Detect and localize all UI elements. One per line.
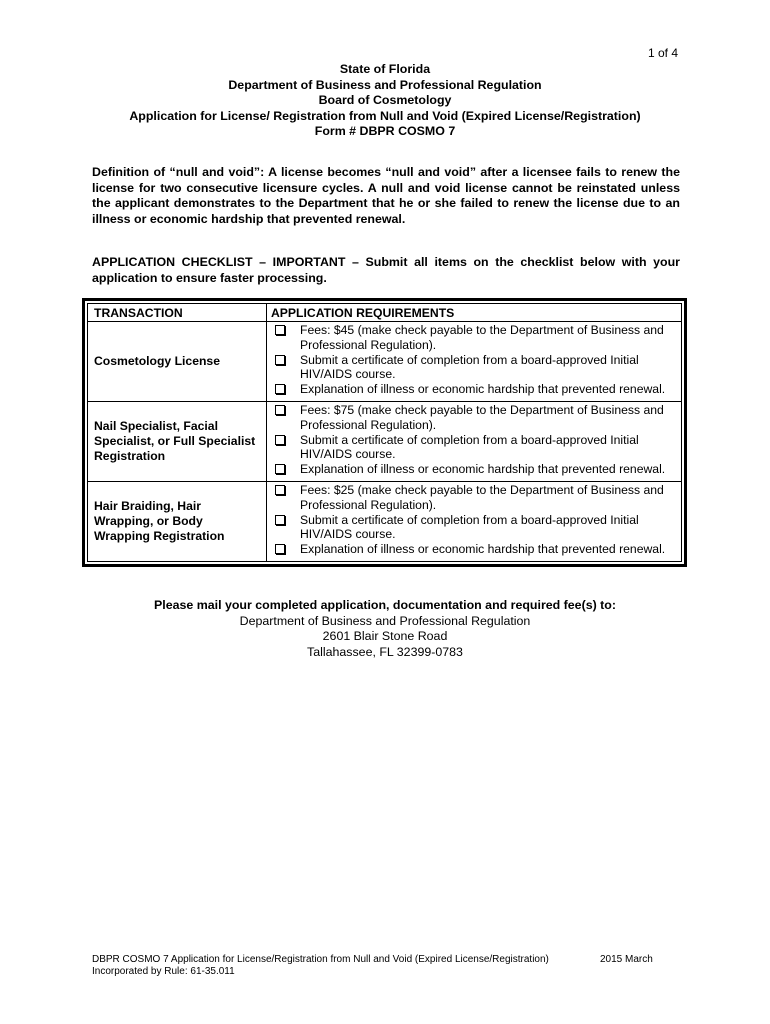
requirement-text: Explanation of illness or economic hardship that prevented renewal.	[300, 462, 666, 477]
requirement-text: Explanation of illness or economic hardship that prevented renewal.	[300, 382, 666, 397]
requirements-table-frame	[82, 298, 687, 567]
header-board: Board of Cosmetology	[318, 93, 452, 107]
requirement-item	[275, 483, 677, 513]
page-number: 1 of 4	[647, 46, 678, 60]
requirements-cell	[267, 322, 682, 402]
checkbox-icon[interactable]	[275, 435, 285, 445]
mailing-address-line: 2601 Blair Stone Road	[322, 629, 448, 643]
document-header	[0, 62, 770, 140]
requirements-cell	[267, 482, 682, 562]
checkbox-icon[interactable]	[275, 485, 285, 495]
requirement-text: Submit a certificate of completion from a board-approved Initial HIV/AIDS course.	[300, 512, 639, 542]
header-application-title: Application for License/ Registration from Null and Void (Expired License/Registration)	[129, 108, 641, 123]
column-header-transaction: TRANSACTION	[88, 304, 267, 322]
footer-rule: Incorporated by Rule: 61-35.011	[92, 966, 235, 977]
transaction-hair-braiding-registration: Hair Braiding, Hair Wrapping, or Body Wrapping Registration	[88, 482, 267, 562]
checkbox-icon[interactable]	[275, 544, 285, 554]
mailing-title: Please mail your completed application, documentation and required fee(s) to:	[154, 598, 616, 612]
requirement-item	[275, 433, 677, 463]
null-void-definition: Definition of “null and void”: A license becomes “null and void” after a licensee fails to renew the license for two consecutive licensure cycles. A null and void license cannot be reinstated unless the applicant demonstrates to the Department that he or she failed to renew the license due to an illness or economic hardship that prevented renewal.	[92, 165, 680, 226]
requirement-text: Submit a certificate of completion from a board-approved Initial HIV/AIDS course.	[300, 432, 639, 462]
column-header-requirements: APPLICATION REQUIREMENTS	[267, 304, 682, 322]
checkbox-icon[interactable]	[275, 384, 285, 394]
transaction-cosmetology-license: Cosmetology License	[88, 322, 267, 402]
table-header-row	[88, 304, 682, 322]
requirement-item	[275, 353, 677, 383]
checkbox-icon[interactable]	[275, 464, 285, 474]
checkbox-icon[interactable]	[275, 405, 285, 415]
requirement-text: Fees: $75 (make check payable to the Department of Business and Professional Regulation).	[300, 403, 664, 432]
requirement-text: Fees: $25 (make check payable to the Department of Business and Professional Regulation).	[300, 483, 664, 512]
mailing-instructions	[0, 598, 770, 660]
transaction-specialist-registration: Nail Specialist, Facial Specialist, or Full Specialist Registration	[88, 402, 267, 482]
requirement-text: Fees: $45 (make check payable to the Department of Business and Professional Regulation).	[300, 323, 664, 352]
footer-date: 2015 March	[600, 954, 653, 965]
mailing-address-line: Tallahassee, FL 32399-0783	[307, 644, 463, 659]
checklist-intro: APPLICATION CHECKLIST – IMPORTANT – Submit all items on the checklist below with your application to ensure faster processing.	[92, 255, 680, 285]
requirements-cell	[267, 402, 682, 482]
page-footer	[92, 954, 662, 978]
requirements-table	[87, 303, 682, 562]
header-form-number: Form # DBPR COSMO 7	[314, 124, 456, 138]
checkbox-icon[interactable]	[275, 355, 285, 365]
checkbox-icon[interactable]	[275, 515, 285, 525]
requirement-item	[275, 382, 677, 397]
footer-form-description: DBPR COSMO 7 Application for License/Registration from Null and Void (Expired License/Registration)	[92, 954, 549, 965]
table-row	[88, 482, 682, 562]
requirement-item	[275, 403, 677, 433]
requirement-item	[275, 542, 677, 557]
requirement-item	[275, 513, 677, 543]
requirement-item	[275, 323, 677, 353]
table-row	[88, 322, 682, 402]
requirement-text: Explanation of illness or economic hardship that prevented renewal.	[300, 542, 666, 557]
requirement-item	[275, 462, 677, 477]
requirement-text: Submit a certificate of completion from a board-approved Initial HIV/AIDS course.	[300, 352, 639, 382]
table-row	[88, 402, 682, 482]
header-department: Department of Business and Professional Regulation	[228, 77, 542, 92]
mailing-address-line: Department of Business and Professional Regulation	[239, 613, 531, 628]
header-state: State of Florida	[339, 62, 431, 76]
checkbox-icon[interactable]	[275, 325, 285, 335]
